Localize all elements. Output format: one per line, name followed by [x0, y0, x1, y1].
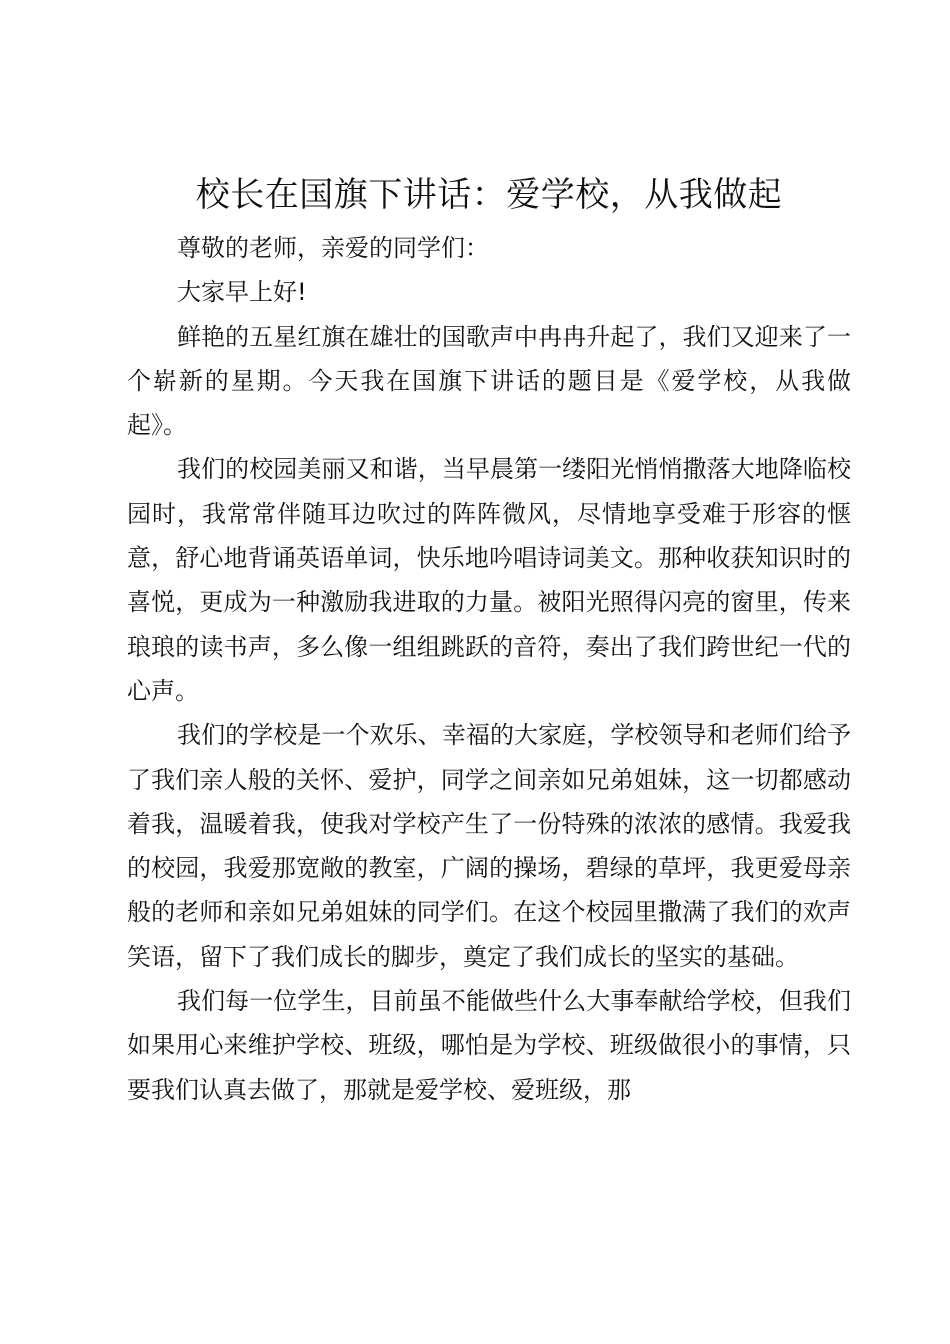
- salutation: 尊敬的老师，亲爱的同学们：: [177, 234, 489, 262]
- document-title: 校长在国旗下讲话：爱学校，从我做起: [195, 175, 783, 215]
- body-paragraph: 鲜艳的五星红旗在雄壮的国歌声中冉冉升起了，我们又迎来了一个崭新的星期。今天我在国旗下讲话的题目是《爱学校，从我做起》。: [127, 322, 851, 440]
- body-paragraph: 我们的学校是一个欢乐、幸福的大家庭，学校领导和老师们给予了我们亲人般的关怀、爱护，同学之间亲如兄弟姐妹，这一切都感动着我，温暖着我，使我对学校产生了一份特殊的浓浓的感情。我爱我的校园，我爱那宽敞的教室，广阔的操场，碧绿的草坪，我更爱母亲般的老师和亲如兄弟姐妹的同学们。在这个校园里撒满了我们的欢声笑语，留下了我们成长的脚步，奠定了我们成长的坚实的基础。: [127, 721, 851, 971]
- body-paragraph: 我们的校园美丽又和谐，当早晨第一缕阳光悄悄撒落大地降临校园时，我常常伴随耳边吹过的阵阵微风，尽情地享受难于形容的惬意，舒心地背诵英语单词，快乐地吟唱诗词美文。那种收获知识时的喜悦，更成为一种激励我进取的力量。被阳光照得闪亮的窗里，传来琅琅的读书声，多么像一组组跳跃的音符，奏出了我们跨世纪一代的心声。: [127, 455, 851, 705]
- greeting: 大家早上好!: [177, 278, 307, 307]
- document-page: [127, 172, 851, 1112]
- body-paragraph: 我们每一位学生，目前虽不能做些什么大事奉献给学校，但我们如果用心来维护学校、班级，哪怕是为学校、班级做很小的事情，只要我们认真去做了，那就是爱学校、爱班级，那: [127, 987, 851, 1104]
